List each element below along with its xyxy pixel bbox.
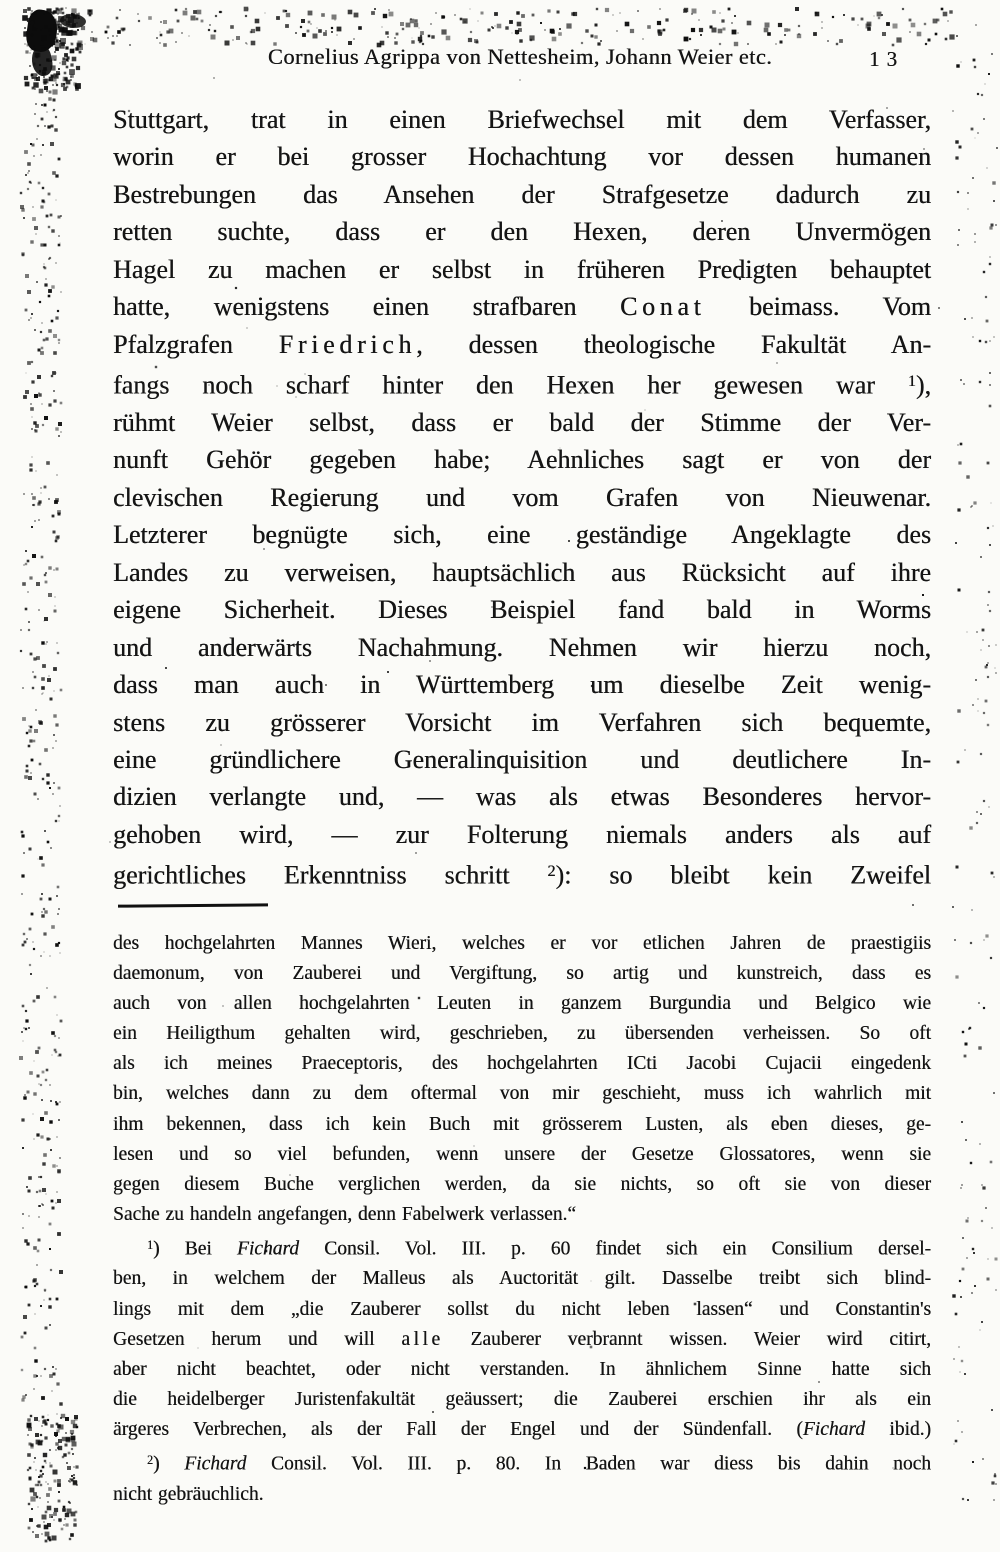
text-segment: rühmt Weier selbst, dass er bald der Stimme der Ver- — [113, 407, 931, 437]
text-segment: ) — [153, 1453, 185, 1475]
text-line — [113, 516, 931, 553]
text-line — [113, 1019, 931, 1049]
text-segment: Bestrebungen das Ansehen der Strafgesetze dadurch zu — [113, 179, 931, 209]
text-line — [113, 959, 931, 989]
footnote-2 — [113, 1445, 931, 1510]
running-header-title: Cornelius Agrippa von Nettesheim, Johann Weier etc. — [267, 44, 773, 69]
text-segment: Pfalzgrafen — [113, 329, 279, 359]
text-segment: , dessen theologische Fakultät An- — [416, 329, 931, 359]
text-segment: ben, in welchem der Malleus als Auctorität gilt. Dasselbe treibt sich blind- — [113, 1268, 931, 1290]
text-segment: Fichard — [184, 1453, 247, 1475]
text-segment: Letzterer begnügte sich, eine geständige Angeklagte des — [113, 520, 931, 550]
text-segment: eigene Sicherheit. Dieses Beispiel fand bald in Worms — [113, 595, 931, 625]
text-segment: bin, welches dann zu dem oftermal von mir geschieht, muss ich wahrlich mit — [113, 1083, 931, 1105]
scan-speckles — [26, 1415, 28, 1417]
text-segment: Stuttgart, trat in einen Briefwechsel mit dem Verfasser, — [113, 105, 931, 134]
text-line — [113, 1325, 931, 1355]
text-segment: nicht gebräuchlich. — [113, 1483, 264, 1505]
text-line — [113, 666, 931, 703]
text-line — [113, 591, 931, 628]
scan-ink-blob — [60, 13, 87, 29]
text-segment: Gesetzen herum und will — [113, 1328, 402, 1350]
scan-ink-blob — [24, 8, 60, 54]
text-segment: Consil. Vol. III. p. 60 findet sich ein Consilium dersel- — [299, 1238, 931, 1260]
text-line — [113, 929, 931, 959]
text-line — [113, 1385, 931, 1415]
text-segment: 2 — [547, 863, 556, 881]
text-segment: gerichtliches Erkenntniss schritt — [113, 860, 548, 890]
text-line — [113, 1140, 931, 1170]
text-segment: clevischen Regierung und vom Grafen von Nieuwenar. — [113, 482, 931, 512]
text-line — [113, 989, 931, 1019]
text-line — [113, 1295, 931, 1325]
scan-speckles — [24, 6, 26, 8]
text-line — [113, 213, 931, 250]
text-segment: Conat — [619, 292, 706, 322]
text-line — [113, 251, 931, 288]
main-text-paragraph — [113, 101, 931, 894]
text-line — [113, 138, 931, 175]
text-segment: eine gründlichere Generalinquisition und deutlichere In- — [113, 744, 931, 774]
text-segment: alle — [401, 1328, 444, 1350]
text-segment: ärgeres Verbrechen, als der Fall der Engel und der Sündenfall. ( — [113, 1418, 803, 1440]
text-segment: 1 — [147, 1237, 154, 1252]
text-segment: ): so bleibt kein Zweifel — [555, 860, 931, 890]
text-segment: als ich meines Praeceptoris, des hochgelahrten ICti Jacobi Cujacii eingedenk — [113, 1053, 931, 1075]
text-segment: gehoben wird, — zur Folterung niemals anders als auf — [113, 819, 931, 849]
text-line — [113, 1264, 931, 1294]
text-line — [113, 363, 931, 404]
text-segment: ) Bei — [153, 1238, 237, 1260]
text-line — [113, 101, 931, 138]
footnote-1 — [113, 1230, 931, 1445]
scan-speckles — [30, 8, 32, 10]
text-segment: retten suchte, dass er den Hexen, deren Unvermögen — [113, 217, 931, 247]
text-segment: hatte, wenigstens einen strafbaren — [113, 292, 620, 322]
text-line — [113, 1230, 931, 1265]
footnote-separator-rule — [118, 903, 268, 907]
footnote-continuation — [113, 929, 931, 1230]
text-line — [113, 554, 931, 591]
text-line — [113, 1170, 931, 1200]
text-segment: Sache zu handeln angefangen, denn Fabelwerk verlassen.“ — [113, 1203, 576, 1225]
scan-speckles — [952, 20, 954, 22]
text-line — [113, 479, 931, 516]
text-segment: daemonum, von Zauberei und Vergiftung, so artig und kunstreich, dass es — [113, 963, 931, 985]
text-segment: und anderwärts Nachahmung. Nehmen wir hierzu noch, — [113, 632, 931, 662]
text-segment: beimass. Vom — [705, 292, 931, 322]
scan-speckles — [20, 95, 22, 97]
text-segment: stens zu grösserer Vorsicht im Verfahren sich bequemte, — [113, 707, 931, 737]
text-segment: Consil. Vol. III. p. 80. In Baden war diess bis dahin noch — [246, 1453, 931, 1475]
text-line — [113, 441, 931, 478]
text-segment: Fichard — [236, 1238, 300, 1260]
text-segment: des hochgelahrten Mannes Wieri, welches er vor etlichen Jahren de praestigiis — [113, 933, 931, 954]
text-segment: 1 — [907, 373, 916, 391]
text-segment: ihm bekennen, dass ich kein Buch mit grösserem Lusten, als eben dieses, ge- — [113, 1113, 931, 1135]
text-line — [113, 741, 931, 778]
text-line — [113, 404, 931, 441]
text-segment: ein Heiligthum gehalten wird, geschrieben, zu übersenden verheissen. So oft — [113, 1023, 931, 1045]
text-line — [113, 629, 931, 666]
footnotes-block — [113, 929, 931, 1510]
text-segment: die heidelberger Juristenfakultät geäussert; die Zauberei erschien ihr als ein — [113, 1388, 931, 1410]
text-line — [113, 176, 931, 213]
text-segment: Zauberer verbrannt wissen. Weier wird citirt, — [443, 1328, 931, 1350]
text-line — [113, 816, 931, 853]
text-segment: Friedrich — [278, 329, 417, 359]
text-line — [113, 778, 931, 815]
text-segment: 2 — [147, 1453, 154, 1468]
text-segment: Hagel zu machen er selbst in früheren Predigten behauptet — [113, 254, 931, 284]
text-line — [113, 288, 931, 325]
text-line — [113, 326, 931, 363]
page-number: 13 — [869, 47, 904, 71]
text-line — [113, 704, 931, 741]
text-line — [113, 1355, 931, 1385]
scan-ink-blob — [29, 44, 55, 78]
text-line — [113, 1110, 931, 1140]
text-segment: ibid.) — [864, 1418, 931, 1440]
text-line — [113, 853, 931, 894]
text-segment: aber nicht beachtet, oder nicht verstanden. In ähnlichem Sinne hatte sich — [113, 1358, 931, 1380]
text-segment: dass man auch in Württemberg um dieselbe Zeit wenig- — [113, 670, 931, 700]
scan-speckles — [90, 70, 92, 72]
text-segment: dizien verlangte und, — was als etwas Besonderes hervor- — [113, 782, 931, 812]
text-segment: lesen und so viel befunden, wenn unsere der Gesetze Glossatores, wenn sie — [113, 1143, 931, 1165]
text-line — [113, 1079, 931, 1109]
text-segment: fangs noch scharf hinter den Hexen her gewesen war — [113, 370, 908, 400]
text-segment: Fichard — [802, 1418, 865, 1440]
text-segment: auch von allen hochgelahrten Leuten in ganzem Burgundia und Belgico wie — [113, 993, 931, 1015]
text-line — [113, 1480, 931, 1510]
text-segment: ), — [915, 370, 931, 400]
text-line — [113, 1200, 931, 1230]
text-line — [113, 1415, 931, 1445]
text-segment: gegen diesem Buche verglichen werden, da sie nichts, so oft sie von dieser — [113, 1173, 931, 1195]
text-segment: worin er bei grosser Hochachtung vor dessen humanen — [113, 142, 931, 172]
text-segment: nunft Gehör gegeben habe; Aehnliches sagt er von der — [113, 445, 931, 475]
text-line — [113, 1049, 931, 1079]
text-segment: Landes zu verweisen, hauptsächlich aus Rücksicht auf ihre — [113, 557, 931, 587]
text-line — [113, 1445, 931, 1480]
text-segment: lings mit dem „die Zauberer sollst du nicht leben lassen“ und Constantin's — [113, 1298, 931, 1320]
